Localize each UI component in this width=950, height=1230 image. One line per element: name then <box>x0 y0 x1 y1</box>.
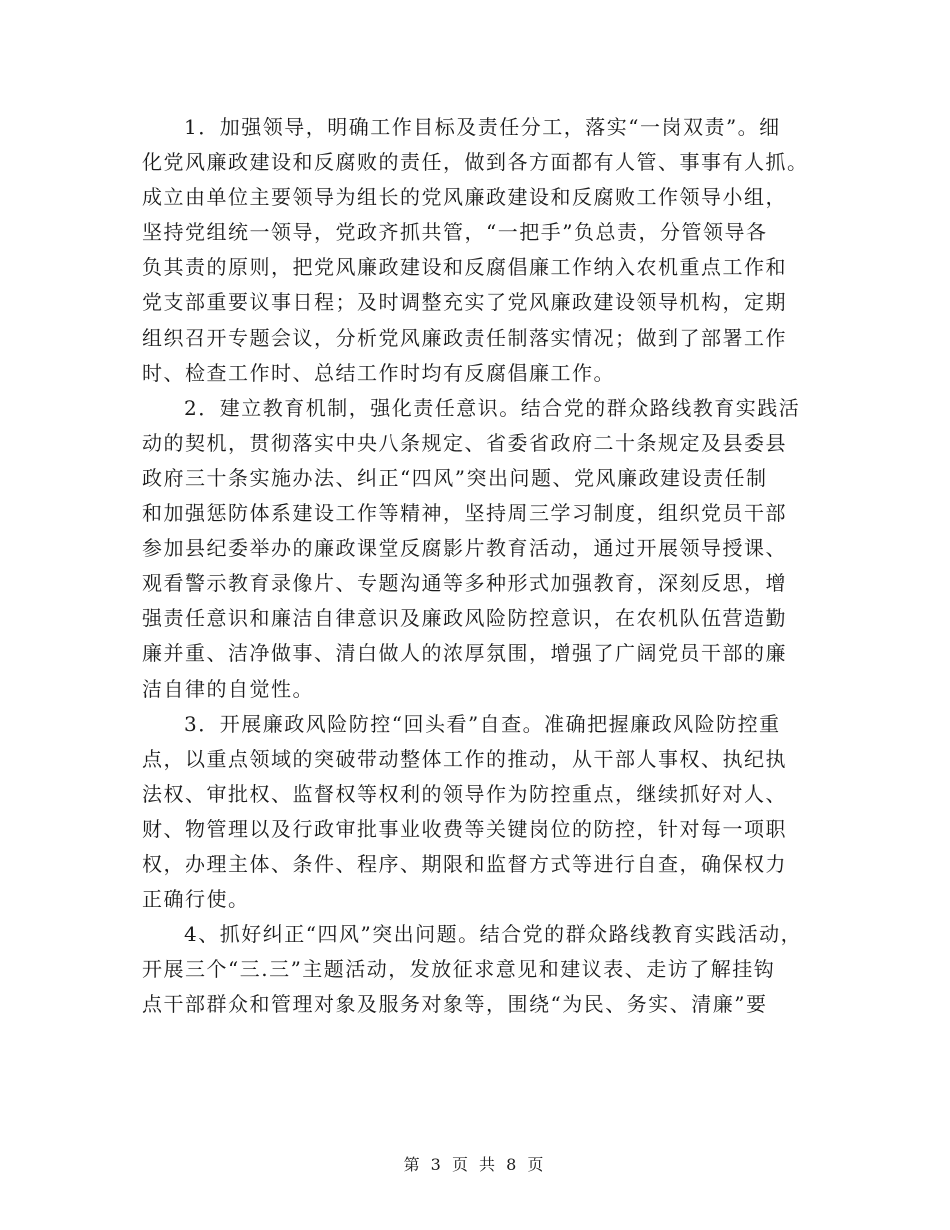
text-line: 3．开展廉政风险防控“回头看”自查。准确把握廉政风险防控重 <box>184 711 781 736</box>
text-line: 强责任意识和廉洁自律意识及廉政风险防控意识，在农机队伍营造勤 <box>142 606 787 631</box>
text-line: 坚持党组统一领导，党政齐抓共管，“一把手”负总责，分管领导各 <box>142 220 768 245</box>
text-line: 1．加强领导，明确工作目标及责任分工，落实“一岗双责”。细 <box>184 115 781 139</box>
text-line: 负其责的原则，把党风廉政建设和反腐倡廉工作纳入农机重点工作和 <box>142 255 787 280</box>
text-line: 政府三十条实施办法、纠正“四风”突出问题、党风廉政建设责任制 <box>142 465 768 490</box>
text-line: 和加强惩防体系建设工作等精神，坚持周三学习制度，组织党员干部 <box>142 501 787 526</box>
text-line: 廉并重、洁净做事、清白做人的浓厚氛围，增强了广阔党员干部的廉 <box>142 641 787 666</box>
text-line: 党支部重要议事日程；及时调整充实了党风廉政建设领导机构，定期 <box>142 290 787 315</box>
text-line: 4、抓好纠正“四风”突出问题。结合党的群众路线教育实践活动， <box>184 922 803 947</box>
text-line: 2．建立教育机制，强化责任意识。结合党的群众路线教育实践活 <box>184 395 801 420</box>
text-line: 财、物管理以及行政审批事业收费等关键岗位的防控，针对每一项职 <box>142 816 787 841</box>
text-line: 开展三个“三.三”主题活动，发放征求意见和建议表、走访了解挂钩 <box>142 957 776 982</box>
text-line: 洁自律的自觉性。 <box>142 676 314 701</box>
text-line: 观看警示教育录像片、专题沟通等多种形式加强教育，深刻反思，增 <box>142 571 787 596</box>
text-line: 点干部群众和管理对象及服务对象等，围绕“为民、务实、清廉”要 <box>142 992 768 1017</box>
text-line: 点，以重点领域的突破带动整体工作的推动，从干部人事权、执纪执 <box>142 746 787 771</box>
text-line: 正确行使。 <box>142 887 250 912</box>
text-line: 权，办理主体、条件、程序、期限和监督方式等进行自查，确保权力 <box>142 851 787 876</box>
page-footer: 第 3 页 共 8 页 <box>403 1155 547 1174</box>
text-line: 组织召开专题会议，分析党风廉政责任制落实情况；做到了部署工作 <box>142 325 787 350</box>
body-text <box>142 110 822 1022</box>
text-line: 参加县纪委举办的廉政课堂反腐影片教育活动，通过开展领导授课、 <box>142 536 787 561</box>
text-line: 时、检查工作时、总结工作时均有反腐倡廉工作。 <box>142 360 615 385</box>
text-line: 法权、审批权、监督权等权利的领导作为防控重点，继续抓好对人、 <box>142 781 787 806</box>
text-line: 成立由单位主要领导为组长的党风廉政建设和反腐败工作领导小组， <box>142 185 787 210</box>
text-line: 动的契机，贯彻落实中央八条规定、省委省政府二十条规定及县委县 <box>142 430 787 455</box>
text-line: 化党风廉政建设和反腐败的责任，做到各方面都有人管、事事有人抓。 <box>142 150 809 175</box>
